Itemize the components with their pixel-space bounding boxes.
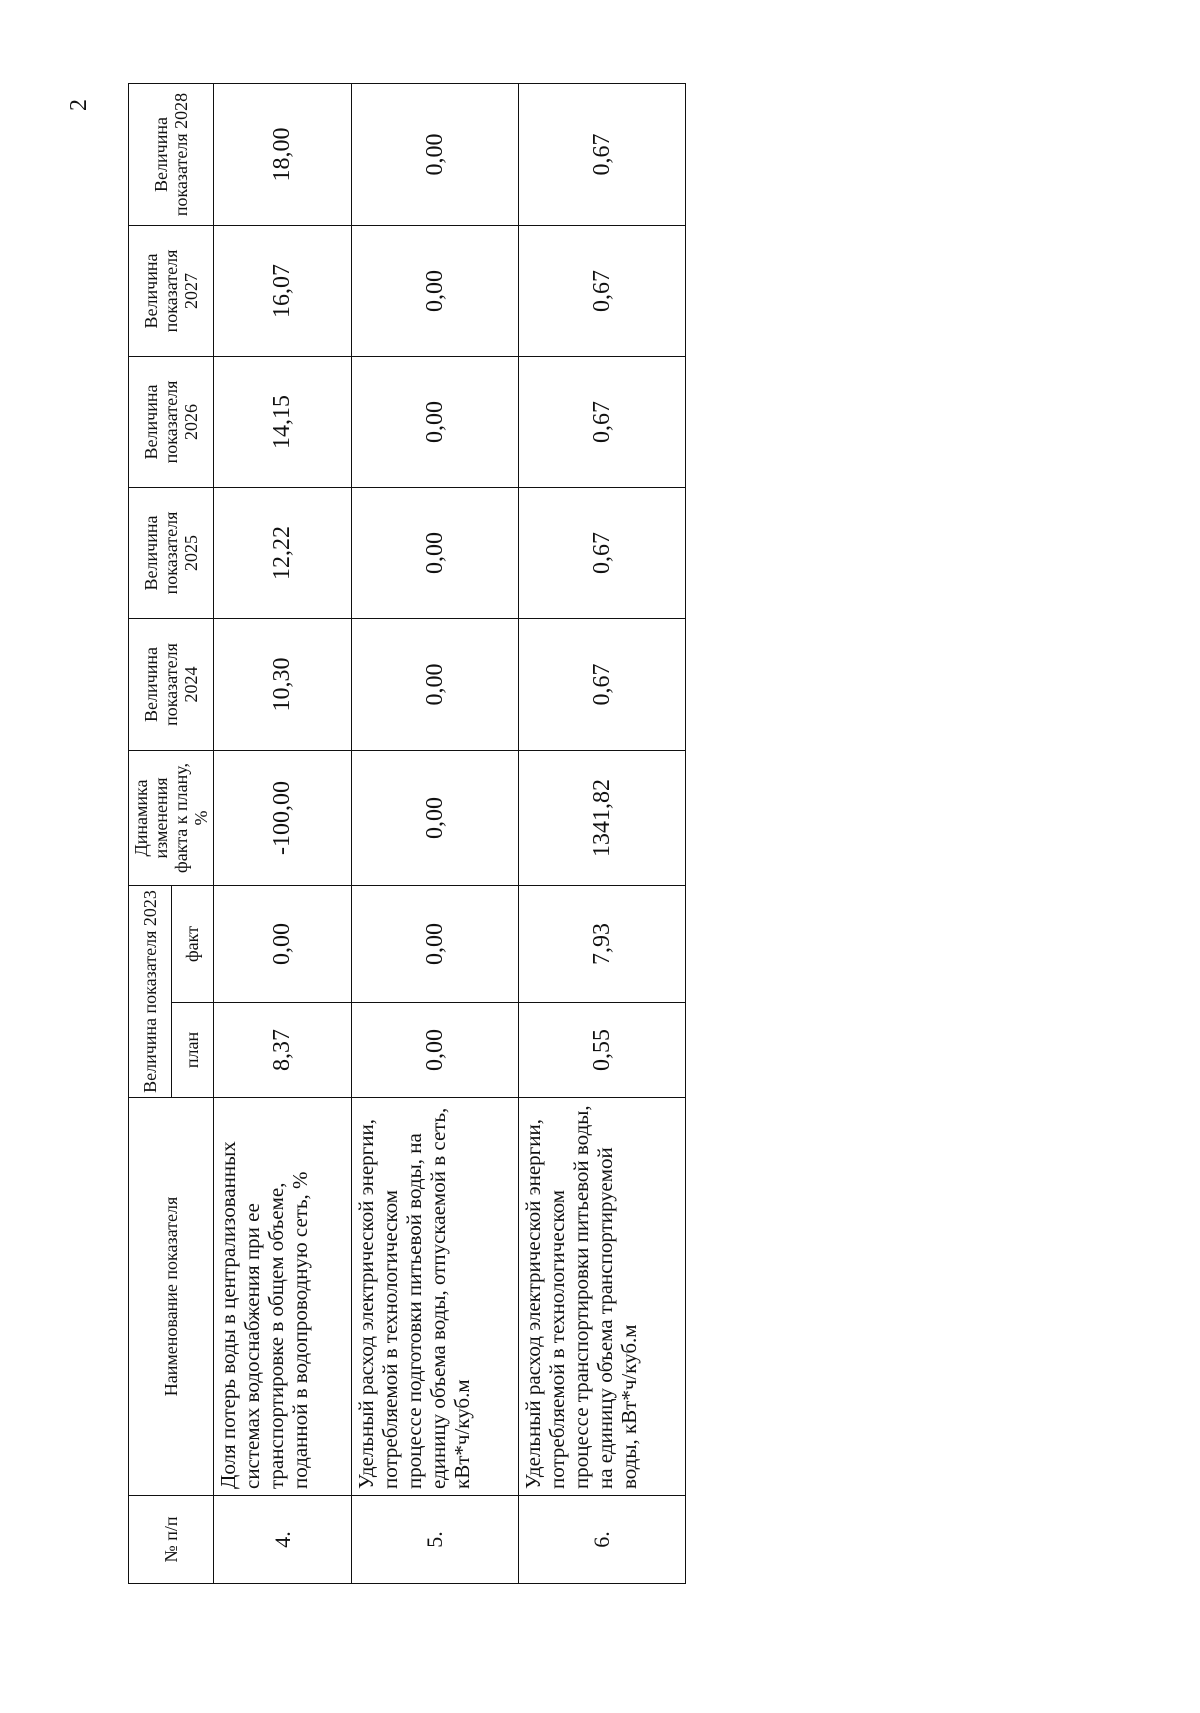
row-num: 5. [352, 1496, 519, 1584]
header-value-2023: Величина показателя 2023 [129, 885, 172, 1097]
table-row [214, 83, 352, 1583]
row-name: Удельный расход электрической энергии, потребляемой в технологическом процессе транспортировки питьевой воды, на единицу объема транспортируемой воды, кВт*ч/куб.м [519, 1098, 686, 1496]
row-value-2028: 18,00 [214, 83, 352, 225]
row-value-2026: 14,15 [214, 356, 352, 487]
row-value-2024: 0,00 [352, 618, 519, 750]
header-row-1 [129, 83, 172, 1583]
row-value-2028: 0,67 [519, 83, 686, 225]
row-value-2025: 0,67 [519, 487, 686, 618]
row-value-2026: 0,00 [352, 356, 519, 487]
row-value-2027: 0,67 [519, 225, 686, 356]
row-plan: 0,00 [352, 1003, 519, 1098]
row-name: Доля потерь воды в централизованных системах водоснабжения при ее транспортировке в общем объеме, поданной в водопроводную сеть, % [214, 1098, 352, 1496]
row-dynamics: 0,00 [352, 750, 519, 885]
row-plan: 0,55 [519, 1003, 686, 1098]
row-num: 4. [214, 1496, 352, 1584]
header-plan: план [171, 1003, 214, 1098]
indicators-table-container [128, 84, 684, 1584]
row-value-2024: 0,67 [519, 618, 686, 750]
header-value-2025: Величина показателя 2025 [129, 487, 214, 618]
header-value-2027: Величина показателя 2027 [129, 225, 214, 356]
row-fact: 0,00 [352, 885, 519, 1002]
header-value-2026: Величина показателя 2026 [129, 356, 214, 487]
header-dynamics: Динамика изменения факта к плану, % [129, 750, 214, 885]
row-value-2028: 0,00 [352, 83, 519, 225]
row-value-2027: 0,00 [352, 225, 519, 356]
row-value-2026: 0,67 [519, 356, 686, 487]
indicators-table [128, 83, 686, 1584]
row-fact: 7,93 [519, 885, 686, 1002]
row-dynamics: 1341,82 [519, 750, 686, 885]
header-value-2024: Величина показателя 2024 [129, 618, 214, 750]
page-number: 2 [66, 99, 92, 111]
row-value-2025: 12,22 [214, 487, 352, 618]
row-fact: 0,00 [214, 885, 352, 1002]
row-dynamics: -100,00 [214, 750, 352, 885]
row-plan: 8,37 [214, 1003, 352, 1098]
row-value-2024: 10,30 [214, 618, 352, 750]
header-num: № п/п [129, 1496, 214, 1584]
table-row [352, 83, 519, 1583]
header-fact: факт [171, 885, 214, 1002]
row-name: Удельный расход электрической энергии, потребляемой в технологическом процессе подготовки питьевой воды, на единицу объема воды, отпускаемой в сеть, кВт*ч/куб.м [352, 1098, 519, 1496]
row-value-2027: 16,07 [214, 225, 352, 356]
table-row [519, 83, 686, 1583]
header-name: Наименование показателя [129, 1098, 214, 1496]
row-value-2025: 0,00 [352, 487, 519, 618]
row-num: 6. [519, 1496, 686, 1584]
header-value-2028: Величина показателя 2028 [129, 83, 214, 225]
